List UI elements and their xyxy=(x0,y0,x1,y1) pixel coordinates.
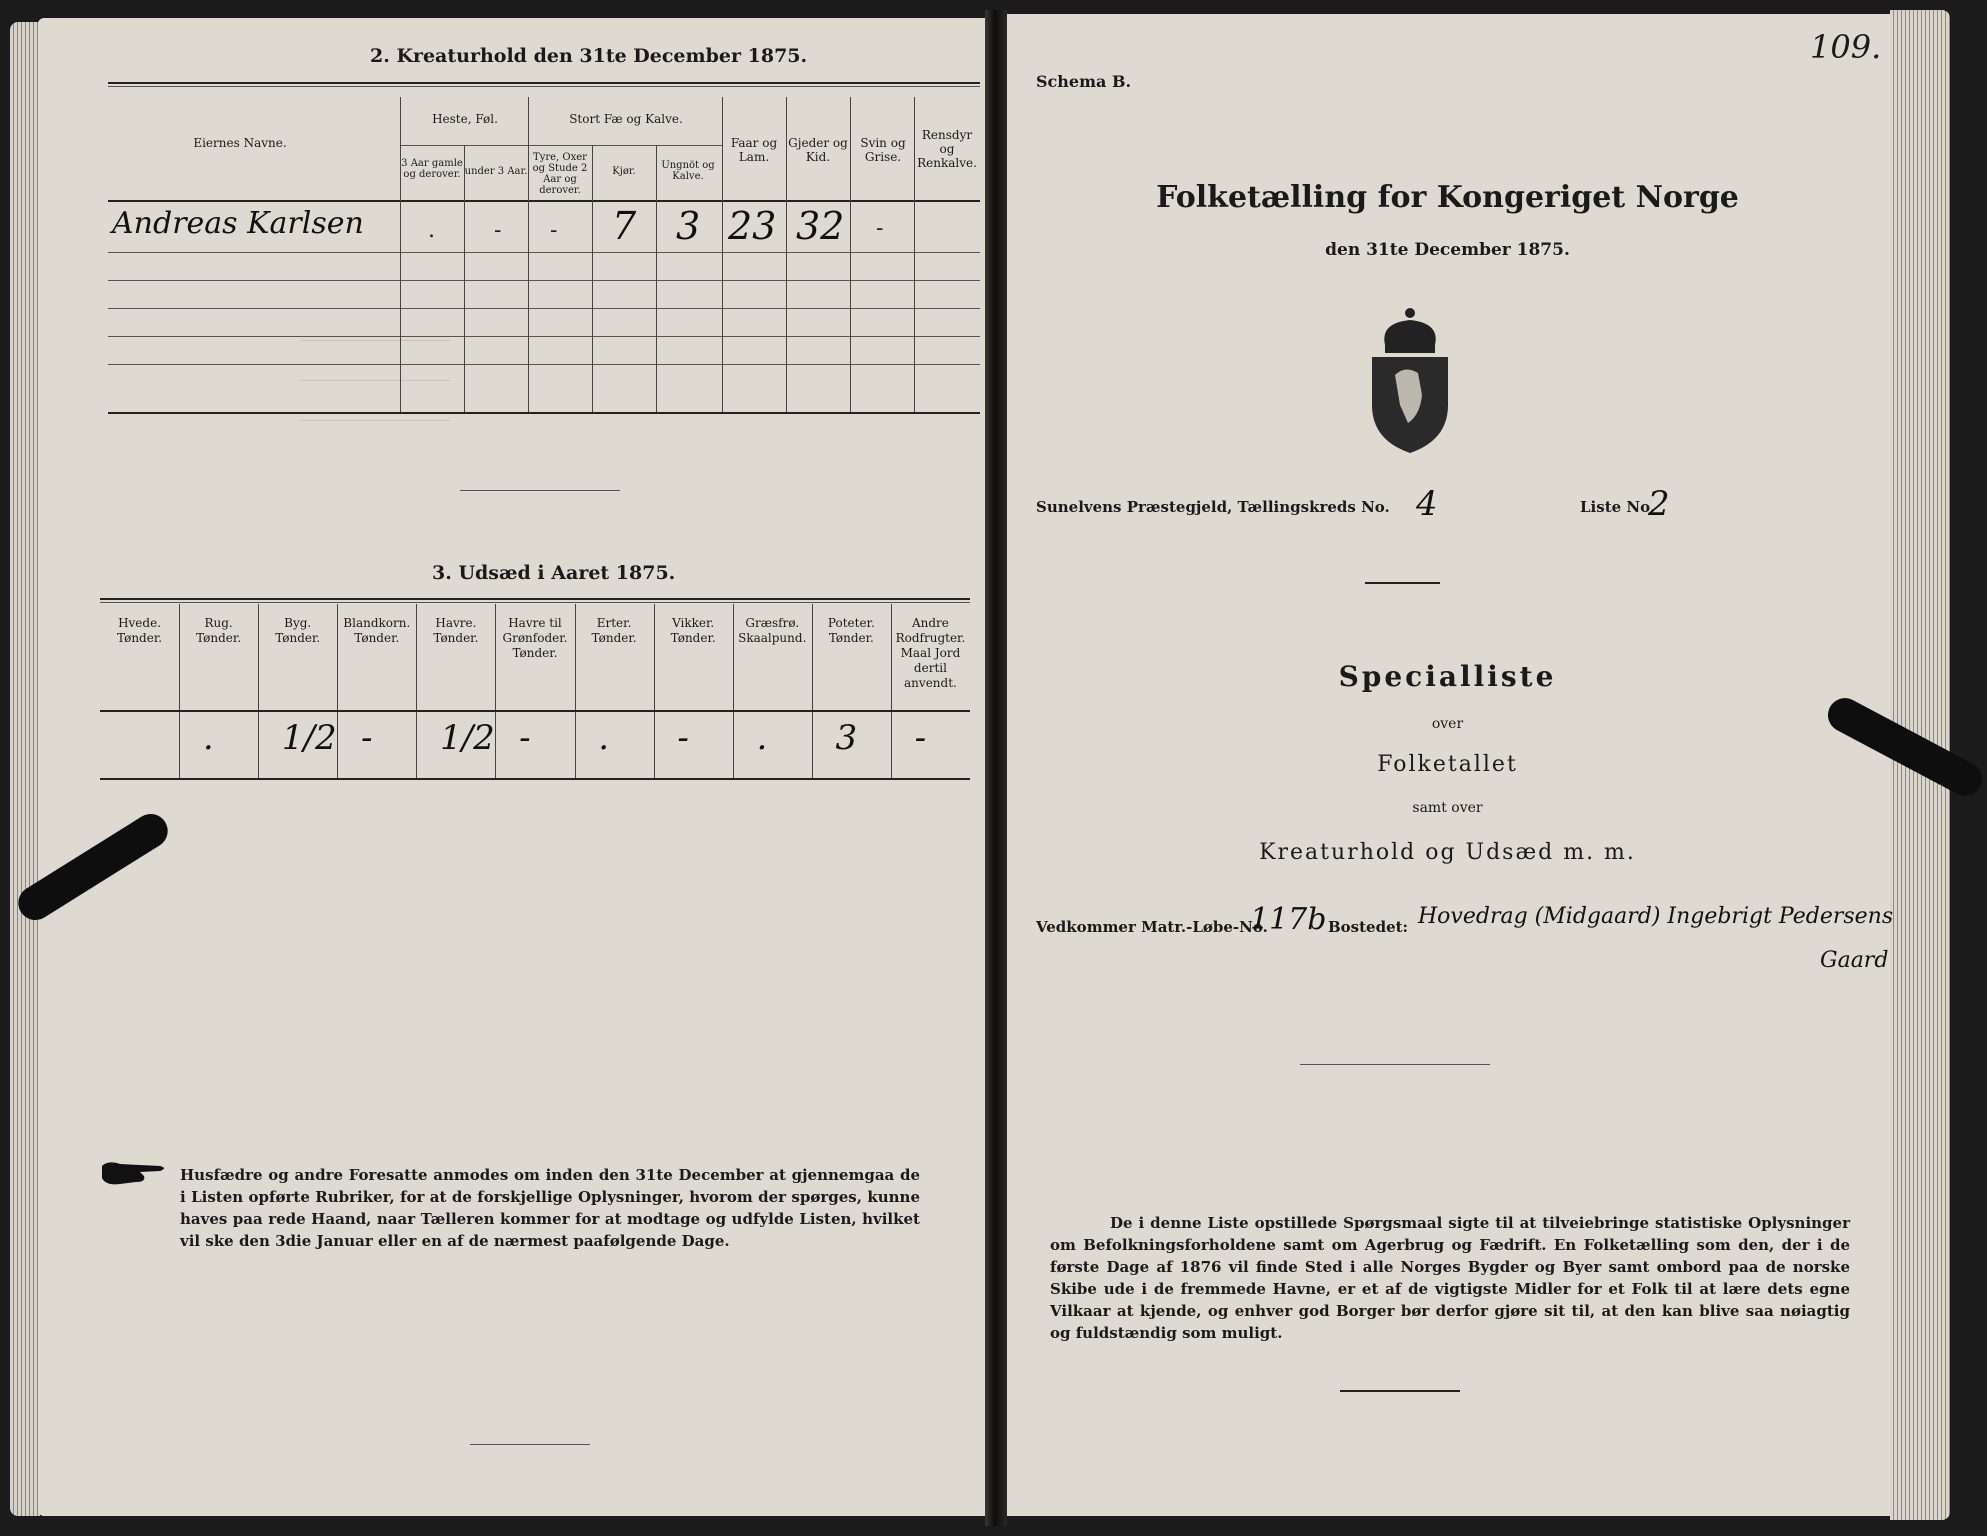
matr-label: Vedkommer Matr.-Løbe-No. xyxy=(1036,918,1268,936)
coat-of-arms-icon xyxy=(1360,305,1460,455)
bostedet-label: Bostedet: xyxy=(1328,918,1409,936)
list-number: 2 xyxy=(1648,484,1670,524)
seed-header-4: Havre. Tønder. xyxy=(433,616,479,645)
col-pigs-header: Svin og Grise. xyxy=(860,136,906,164)
pigs-value: - xyxy=(876,216,884,241)
col-reindeer-header: Rensdyr og Renkalve. xyxy=(917,128,977,170)
seed-value-8: 3 xyxy=(835,718,858,758)
col-owner-header: Eiernes Navne. xyxy=(193,136,287,150)
seed-value-7: . xyxy=(756,718,768,758)
seed-value-2: - xyxy=(361,718,373,758)
bostedet-value: Hovedrag (Midgaard) Ingebrigt Pedersens xyxy=(1418,904,1894,929)
col-horses-header: Heste, Føl. xyxy=(432,112,498,126)
col-cattle-a: Tyre, Oxer og Stude 2 Aar og derover. xyxy=(532,152,588,196)
list-label: Liste No. xyxy=(1580,498,1656,516)
seed-header-2: Byg. Tønder. xyxy=(275,616,321,645)
col-horses-a: 3 Aar gamle og derover. xyxy=(401,158,463,180)
pointing-hand-icon xyxy=(100,1158,170,1188)
section-3-title: 3. Udsæd i Aaret 1875. xyxy=(432,562,676,584)
matr-number: 117b xyxy=(1250,902,1327,937)
seed-header-0: Hvede. Tønder. xyxy=(117,616,163,645)
goats-value: 32 xyxy=(796,204,845,248)
seed-header-5: Havre til Grønfoder. Tønder. xyxy=(502,616,568,660)
seed-value-4: - xyxy=(519,718,531,758)
cattle-c-value: 3 xyxy=(676,204,701,248)
folketallet-heading: Folketallet xyxy=(1377,752,1518,777)
gaard-value: Gaard xyxy=(1820,948,1889,973)
horses-a-value: . xyxy=(428,218,435,243)
col-sheep-header: Faar og Lam. xyxy=(730,136,778,164)
cattle-a-value: - xyxy=(550,218,558,243)
census-title: Folketælling for Kongeriget Norge xyxy=(1156,180,1739,215)
samt-over-text: samt over xyxy=(1412,800,1483,816)
seed-header-1: Rug. Tønder. xyxy=(196,616,242,645)
seed-value-5: . xyxy=(598,718,610,758)
seed-value-9: - xyxy=(914,718,927,758)
page-number: 109. xyxy=(1810,28,1882,66)
seed-header-9: Poteter. Tønder. xyxy=(827,616,875,645)
instruction-notice: Husfædre og andre Foresatte anmodes om inden den 31te December at gjennemgaa de i Listen opførte Rubriker, for at de forskjellige Oplysninger, hvorom der spørges, kunne haves paa rede Haand, naar Tælleren kommer for at modtage og udfylde Listen, hvilket vil ske den 3die Januar eller en af de nærmest paafølgende Dage. xyxy=(180,1166,920,1250)
seed-value-6: - xyxy=(677,718,689,758)
horses-b-value: - xyxy=(494,218,502,243)
seed-header-10: Andre Rodfrugter. Maal Jord dertil anvendt. xyxy=(895,616,966,690)
col-horses-b: under 3 Aar. xyxy=(464,166,528,177)
schema-label: Schema B. xyxy=(1036,72,1132,91)
col-cattle-b: Kjør. xyxy=(612,166,636,177)
seed-value-3: 1/2 xyxy=(440,718,495,758)
specialliste-heading: Specialliste xyxy=(1338,660,1557,693)
over-text-1: over xyxy=(1431,716,1464,732)
footer-explanation: De i denne Liste opstillede Spørgsmaal sigte til at tilveiebringe statistiske Oplysninger om Befolkningsforholdene samt om Agerbrug og Fædrift. En Folketælling som den, der i de første Dage af 1876 vil finde Sted i alle Norges Bygder og Byer samt ombord paa de norske Skibe ude i de fremmede Havne, er et af de vigtigste Midler for et Folk til at lære dets egne Vilkaar at kjende, og enhver god Borger bør derfor gjøre sit til, at den kan blive saa nøiagtig og fuldstændig som muligt. xyxy=(1050,1214,1850,1342)
owner-name: Andreas Karlsen xyxy=(112,206,364,241)
seed-header-3: Blandkorn. Tønder. xyxy=(343,616,411,645)
seed-header-8: Græsfrø. Skaalpund. xyxy=(738,616,807,645)
col-cattle-header: Stort Fæ og Kalve. xyxy=(569,112,683,126)
census-subtitle: den 31te December 1875. xyxy=(1325,240,1570,260)
seed-header-7: Vikker. Tønder. xyxy=(670,616,716,645)
seed-header-6: Erter. Tønder. xyxy=(591,616,637,645)
left-page xyxy=(38,18,990,1516)
seed-value-1: 1/2 xyxy=(281,718,337,758)
col-goats-header: Gjeder og Kid. xyxy=(788,136,848,164)
kreaturhold-heading: Kreaturhold og Udsæd m. m. xyxy=(1259,840,1636,865)
page-edges-left xyxy=(10,22,40,1516)
cattle-b-value: 7 xyxy=(612,204,637,248)
sheep-value: 23 xyxy=(728,204,777,248)
parish-label: Sunelvens Præstegjeld, Tællingskreds No. xyxy=(1036,498,1390,516)
seed-value-0: . xyxy=(202,718,214,758)
col-cattle-c: Ungnöt og Kalve. xyxy=(661,160,715,182)
district-number: 4 xyxy=(1416,484,1438,524)
section-2-title: 2. Kreaturhold den 31te December 1875. xyxy=(370,45,808,67)
